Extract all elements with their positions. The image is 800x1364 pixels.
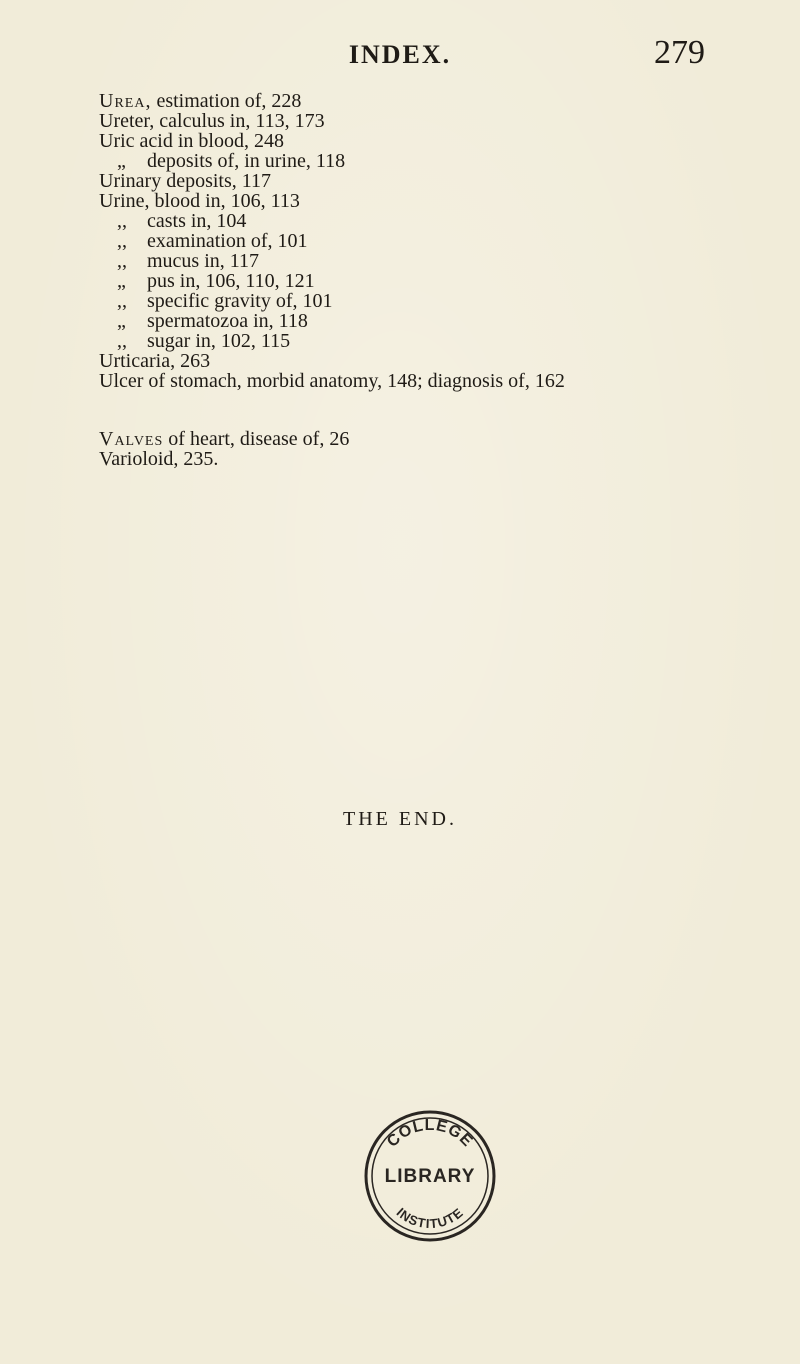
entry-text: casts in, 104 (147, 210, 247, 232)
index-subentry (99, 251, 789, 271)
index-subentry (99, 231, 789, 251)
ditto-mark: „ (117, 310, 126, 332)
index-entries (99, 91, 789, 469)
entry-text: pus in, 106, 110, 121 (147, 270, 315, 292)
svg-text:INSTITUTE (394, 1205, 467, 1232)
index-subentry (99, 291, 789, 311)
index-entry: Varioloid, 235. (99, 448, 219, 470)
stamp-text-bottom: INSTITUTE (393, 1204, 467, 1232)
ditto-mark: ,, (117, 330, 127, 352)
index-entry: Ulcer of stomach, morbid anatomy, 148; diagnosis of, 162 (99, 370, 565, 392)
index-entry (99, 91, 789, 111)
entry-head: Valves (99, 428, 164, 450)
index-entry (99, 429, 789, 449)
the-end-text: THE END. (343, 808, 457, 830)
index-entry: Urinary deposits, 117 (99, 170, 272, 192)
entry-head: Urea, (99, 90, 152, 112)
section-gap (99, 391, 789, 429)
entry-text: estimation of, 228 (151, 90, 302, 112)
index-entry: Ureter, calculus in, 113, 173 (99, 110, 325, 132)
library-stamp (362, 1108, 498, 1244)
entry-text: spermatozoa in, 118 (147, 310, 308, 332)
index-subentry (99, 331, 789, 351)
ditto-mark: ,, (117, 290, 127, 312)
index-entry: Urticaria, 263 (99, 350, 211, 372)
index-subentry (99, 211, 789, 231)
index-entry: Urine, blood in, 106, 113 (99, 190, 300, 212)
page-header-title: INDEX. (348, 40, 452, 69)
entry-text: of heart, disease of, 26 (163, 428, 350, 450)
ditto-mark: ,, (117, 250, 127, 272)
entry-text: deposits of, in urine, 118 (147, 150, 346, 172)
stamp-text-top: COLLEGE (383, 1117, 477, 1151)
index-subentry (99, 271, 789, 291)
entry-text: sugar in, 102, 115 (147, 330, 291, 352)
ditto-mark: ,, (117, 210, 127, 232)
index-entry: Uric acid in blood, 248 (99, 130, 284, 152)
index-subentry (99, 151, 789, 171)
stamp-text-middle: LIBRARY (384, 1166, 476, 1187)
entry-text: mucus in, 117 (147, 250, 260, 272)
ditto-mark: ,, (117, 230, 127, 252)
entry-text: specific gravity of, 101 (147, 290, 333, 312)
ditto-mark: „ (117, 270, 126, 292)
index-subentry (99, 311, 789, 331)
page-number: 279 (654, 34, 705, 71)
ditto-mark: „ (117, 150, 126, 172)
entry-text: examination of, 101 (147, 230, 308, 252)
